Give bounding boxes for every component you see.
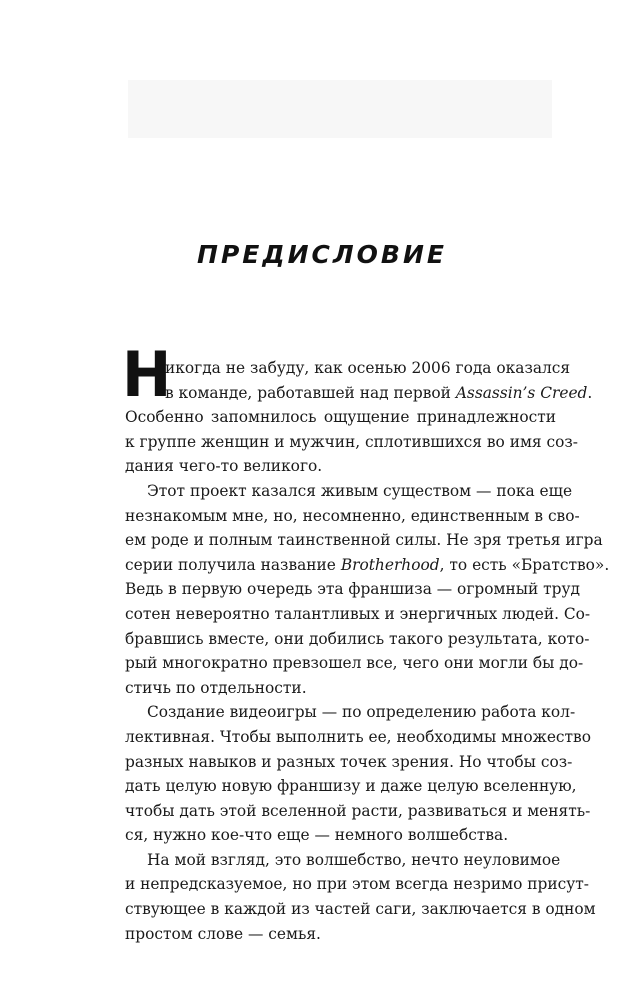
- text-line: [125, 774, 577, 799]
- text-segment: незнакомым мне, но, несомненно, единственным в сво-: [125, 506, 580, 525]
- text-line: [125, 479, 573, 504]
- text-line: [125, 627, 590, 652]
- text-segment: рый многократно превзошел все, чего они могли бы до-: [125, 654, 584, 673]
- text-line: [125, 651, 584, 676]
- text-segment: серии получила название: [125, 555, 341, 574]
- body-text: [125, 356, 610, 946]
- text-segment: стичь по отдельности.: [125, 678, 307, 697]
- text-segment: простом слове — семья.: [125, 924, 321, 943]
- text-segment: сотен невероятно талантливых и энергичных людей. Со-: [125, 604, 591, 623]
- drop-cap: Н: [122, 338, 172, 411]
- text-segment: Особенно запомнилось ощущение принадлежности: [125, 408, 556, 427]
- text-line: [125, 405, 556, 430]
- text-line: [125, 700, 576, 725]
- text-segment: икогда не забуду, как осенью 2006 года оказался: [165, 359, 571, 377]
- italic-title: Brotherhood: [340, 555, 440, 574]
- text-segment: ствующее в каждой из частей саги, заключается в одном: [125, 900, 596, 919]
- text-line: [125, 577, 581, 602]
- text-line: [125, 430, 579, 455]
- italic-title: Assassin’s Creed: [455, 383, 588, 402]
- text-segment: На мой взгляд, это волшебство, нечто неуловимое: [147, 850, 561, 869]
- text-line: [125, 602, 591, 627]
- text-line: [125, 454, 556, 479]
- text-line: [125, 504, 580, 529]
- text-line: [125, 897, 596, 922]
- text-line: [125, 922, 556, 947]
- text-line: [125, 823, 556, 848]
- text-line: [125, 676, 556, 701]
- text-segment: Этот проект казался живым существом — пока еще: [147, 481, 573, 500]
- text-segment: дать целую новую франшизу и даже целую вселенную,: [125, 777, 577, 796]
- text-line: [125, 725, 591, 750]
- text-segment: .: [587, 383, 593, 402]
- text-segment: и непредсказуемое, но при этом всегда незримо присут-: [125, 875, 590, 894]
- text-line: [125, 528, 603, 553]
- text-line: [125, 872, 590, 897]
- text-line: [125, 381, 593, 406]
- text-segment: чтобы дать этой вселенной расти, развиваться и менять-: [125, 801, 591, 820]
- text-segment: , то есть «Братство».: [439, 555, 610, 574]
- chapter-title: ПРЕДИСЛОВИЕ: [197, 240, 447, 269]
- text-segment: в команде, работавшей над первой: [165, 383, 456, 402]
- text-line: [125, 356, 571, 381]
- text-segment: дания чего-то великого.: [125, 457, 323, 476]
- text-segment: к группе женщин и мужчин, сплотившихся во имя соз-: [125, 432, 579, 451]
- text-line: [125, 799, 591, 824]
- text-segment: Создание видеоигры — по определению работа кол-: [147, 703, 576, 722]
- text-segment: разных навыков и разных точек зрения. Но чтобы соз-: [125, 752, 573, 771]
- header-placeholder: [128, 80, 552, 138]
- text-segment: ся, нужно кое-что еще — немного волшебства.: [125, 826, 509, 845]
- text-line: [125, 848, 561, 873]
- text-segment: ем роде и полным таинственной силы. Не зря третья игра: [125, 531, 603, 550]
- text-segment: бравшись вместе, они добились такого результата, кото-: [125, 629, 590, 648]
- text-line: [125, 750, 573, 775]
- text-line: [125, 553, 610, 578]
- text-segment: Ведь в первую очередь эта франшиза — огромный труд: [125, 580, 581, 599]
- text-segment: лективная. Чтобы выполнить ее, необходимы множество: [125, 727, 591, 746]
